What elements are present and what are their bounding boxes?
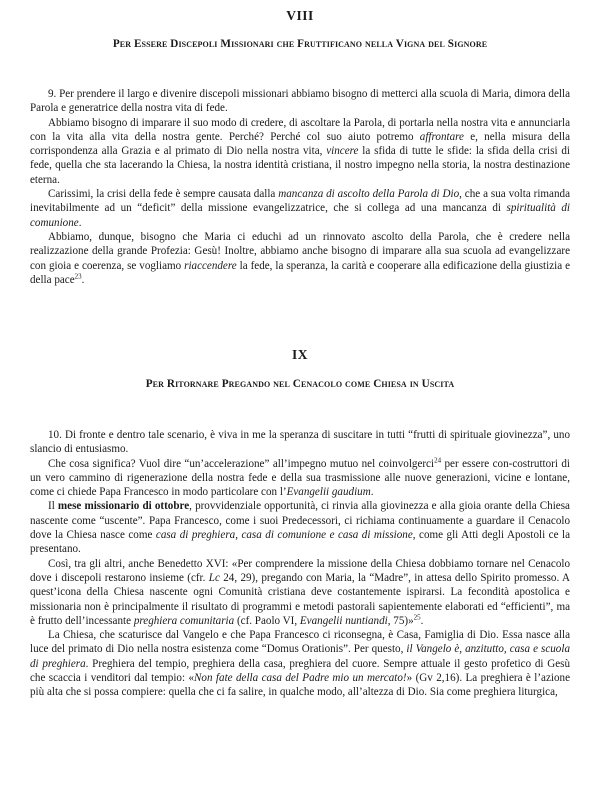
paragraph-text: .: [78, 216, 82, 229]
paragraph-text: La Chiesa, che scaturisce dal Vangelo e che Papa Francesco ci riconsegna, è Casa, Famiglia di Dio. Essa nasce alla luce del primato di Dio nella nostra esistenza come “Domus Orationis”. Per questo,: [30, 629, 570, 656]
paragraph-text: 24, 29), pregando con Maria, la “Madre”, in attesa dello Spirito promesso. A quest’icona della Chiesa nascente ogni Comunità cristiana deve costantemente ispirarsi. La fecondità apostolica e missionaria non è principalmente il risultato di programmi e metodi pastorali sapientemente elaborati ed “efficienti”, ma è frutto dell’incessante: [30, 571, 570, 627]
paragraph-text: 10. Di fronte e dentro tale scenario, è viva in me la speranza di suscitare in tutti “frutti di spirituale giovinezza”, uno slancio di entusiasmo.: [30, 429, 570, 456]
paragraph-text: (cf. Paolo VI,: [234, 614, 300, 627]
paragraph-text: .: [420, 614, 424, 627]
body-paragraph: [30, 557, 570, 628]
paragraph-text: Così, tra gli altri, anche Benedetto XVI: «Per comprendere la missione della Chiesa dobbiamo tornare nel Cenacolo dove i discepoli restarono insieme (cfr.: [30, 557, 570, 584]
italic-text: Evangelii nuntiandi: [299, 614, 388, 627]
body-paragraph: [30, 187, 570, 230]
italic-text: Non fate della casa del Padre mio un mercato!: [194, 672, 407, 685]
paragraph-text: Il: [48, 500, 58, 513]
body-paragraph: [30, 116, 570, 187]
paragraph-text: .: [370, 486, 374, 499]
body-paragraph: [30, 428, 570, 457]
section-body: [30, 87, 570, 287]
italic-text: preghiera comunitaria: [133, 614, 235, 627]
italic-text: spiritualità di comunione: [30, 202, 571, 229]
paragraph-text: e, nella misura della corrispondenza alla Grazia e al primato di Dio nella nostra vita,: [30, 130, 570, 158]
paragraph-text: Carissimi, la crisi della fede è sempre causata dalla: [48, 188, 279, 201]
section-title: Per Ritornare Pregando nel Cenacolo come Chiesa in Uscita: [145, 378, 455, 390]
body-paragraph: [30, 87, 570, 116]
paragraph-text: Abbiamo, dunque, bisogno che Maria ci educhi ad un rinnovato ascolto della Parola, che è credere nella realizzazione della grande Profezia: Gesù! Inoltre, abbiamo anche bisogno di imparare alla sua scuola ad evangelizzare con gioia e coerenza, se vogliamo: [30, 230, 570, 272]
footnote-ref: 23: [74, 272, 82, 281]
paragraph-text: , che a sua volta rimanda inevitabilmente ad un “deficit” della missione evangelizzatrice, che si collega ad una mancanza di: [30, 188, 570, 215]
section-body: [30, 428, 570, 700]
italic-text: Evangelii gaudium: [286, 486, 371, 499]
italic-text: casa di comunione e casa di missione: [241, 529, 413, 542]
italic-text: casa di preghiera: [155, 529, 236, 542]
italic-text: vincere: [326, 145, 359, 158]
paragraph-text: , come gli Atti degli Apostoli ce la presentano.: [30, 529, 570, 556]
section-number: IX: [291, 347, 308, 362]
paragraph-text: 9. Per prendere il largo e divenire discepoli missionari abbiamo bisogno di metterci alla scuola di Maria, dimora della Parola e generatrice della nostra vita di fede.: [30, 88, 570, 115]
italic-text: riaccendere: [184, 259, 237, 272]
italic-text: il Vangelo è, anzitutto, casa e scuola di preghiera: [30, 643, 570, 670]
italic-text: mancanza di ascolto della Parola di Dio: [278, 188, 460, 201]
paragraph-text: . Preghiera del tempio, preghiera della casa, preghiera del cuore. Sempre attuale il gesto profetico di Gesù che scaccia i venditori dal tempio: «: [30, 657, 570, 685]
footnote-ref: 25: [413, 613, 421, 622]
body-paragraph: [30, 499, 570, 556]
paragraph-text: Abbiamo bisogno di imparare il suo modo di credere, di ascoltare la Parola, di portarla nella nostra vita e annunciarla con la vita alla vita della nostra gente. Perché? Perché col suo aiuto potremo: [30, 116, 570, 143]
body-paragraph: [30, 230, 570, 287]
paragraph-text: ,: [235, 529, 242, 542]
section-number: VIII: [286, 8, 314, 23]
footnote-ref: 24: [434, 455, 442, 464]
paragraph-text: , provvidenziale opportunità, ci rinvia alla giovinezza e alla gioia orante della Chiesa nascente come “uscente”. Papa Francesco, come i suoi Predecessori, ci richiama continuamente a guardare il Cenacolo dove la Chiesa nasce come: [30, 500, 570, 542]
body-paragraph: [30, 457, 570, 500]
paragraph-text: per essere con-costruttori di un vero cammino di rigenerazione della nostra fede e della sua trasmissione alle nuove generazioni, vicine e lontane, come ci chiede Papa Francesco in modo particolare con l’: [30, 457, 570, 499]
paragraph-text: Che cosa significa? Vuol dire “un’accelerazione” all’impegno mutuo nel coinvolgerci: [48, 457, 435, 470]
paragraph-text: .: [81, 273, 85, 286]
section-title: Per Essere Discepoli Missionari che Fruttificano nella Vigna del Signore: [112, 38, 488, 50]
italic-text: Lc: [208, 571, 220, 584]
paragraph-text: la fede, la speranza, la carità e cooperare alla edificazione della giustizia e della pace: [30, 259, 571, 286]
bold-text: mese missionario di ottobre: [57, 500, 190, 513]
paragraph-text: , 75)»: [387, 614, 414, 627]
paragraph-text: » (Gv 2,16). La preghiera è l’azione più alta che si possa compiere: quella che ci fa salire, in qualche modo, all’altezza di Dio. Sia come preghiera liturgica,: [30, 672, 570, 699]
paragraph-text: la sfida di tutte le sfide: la sfida della crisi di fede, quella che sta lacerando la Chiesa, la nostra identità cristiana, il nostro impegno nella storia, la nostra destinazione eterna.: [30, 145, 570, 186]
body-paragraph: [30, 628, 570, 699]
italic-text: affrontare: [419, 130, 464, 143]
